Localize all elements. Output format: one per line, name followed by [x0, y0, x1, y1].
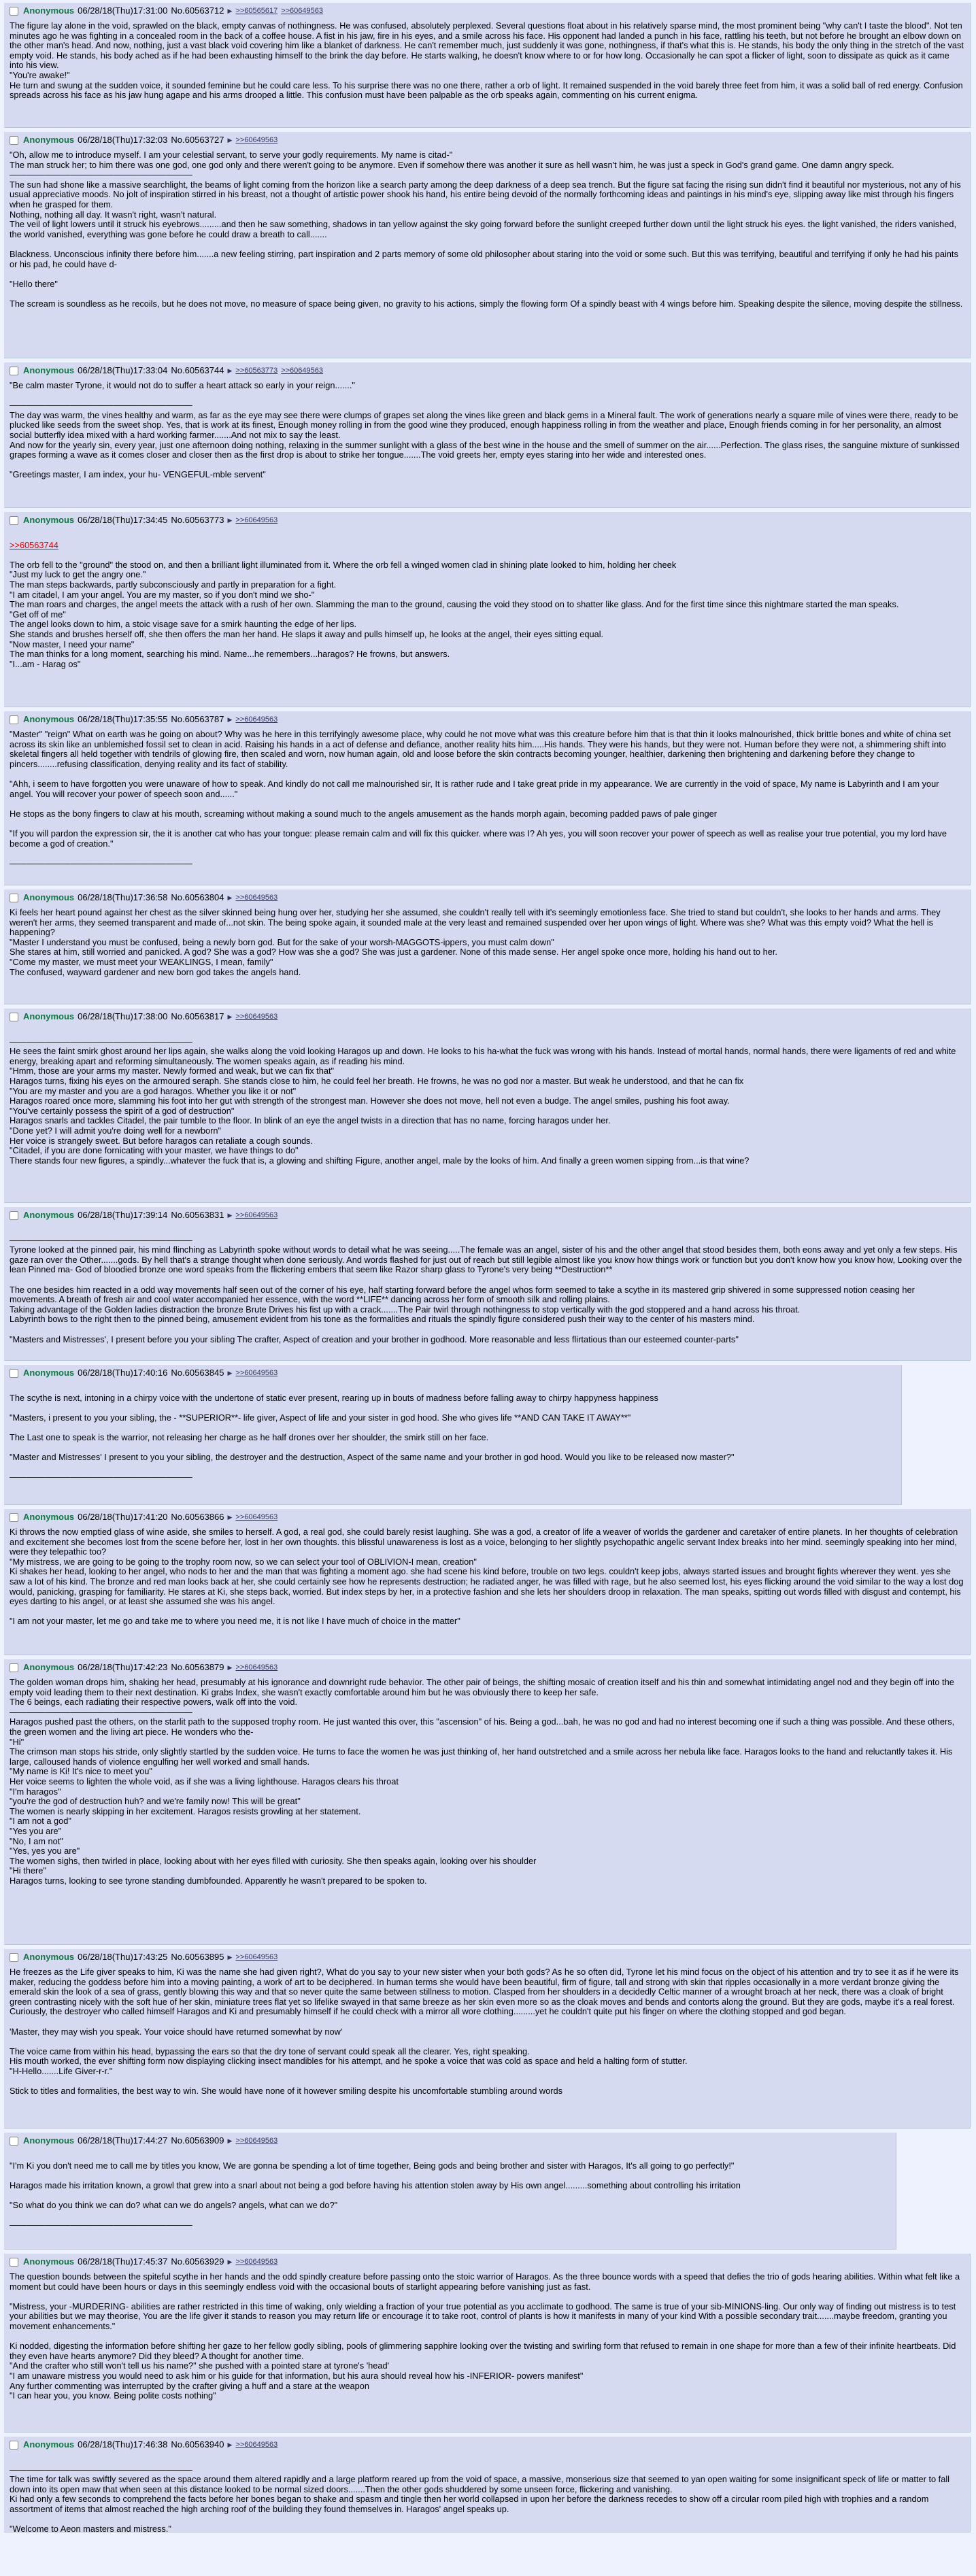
post — [4, 362, 971, 508]
post-line: "Greetings master, I am index, your hu- VENGEFUL-mble servent" — [10, 469, 266, 480]
post-checkbox[interactable] — [10, 2258, 18, 2267]
post-number[interactable]: No.60563817 — [171, 1011, 224, 1021]
post-menu-arrow-icon[interactable]: ▶ — [227, 1954, 233, 1961]
post-line — [10, 799, 964, 809]
post-line — [10, 1463, 896, 1473]
post-line: ————————————————————— — [10, 2464, 192, 2475]
post-number[interactable]: No.60563831 — [171, 1210, 224, 1220]
post-line — [10, 1275, 964, 1285]
post — [4, 3, 971, 128]
backlink[interactable]: >>60565617 — [235, 7, 278, 15]
post-line: "Hi there" — [10, 1865, 46, 1876]
post-line: "you're the god of destruction huh? and we're family now! This will be great" — [10, 1796, 301, 1807]
post-datetime: 06/28/18(Thu)17:44:27 — [78, 2135, 168, 2146]
post-line — [10, 2332, 964, 2342]
post — [4, 1509, 971, 1655]
post-line: Her voice is strangely sweet. But before haragos can retaliate a cough sounds. — [10, 1135, 314, 1146]
post-line: "Masters and Mistresses', I present before you your sibling The crafter, Aspect of creation and your brother in godhood. More reasonable and less flirtatious than our esteemed counter-parts" — [10, 1334, 739, 1344]
post-line: The man steps backwards, partly subconsciously and partly in preparation for a fight. — [10, 579, 337, 590]
post-line — [10, 2017, 964, 2027]
post-header — [10, 1011, 964, 1023]
post-line: "Oh, allow me to introduce myself. I am your celestial servant, to serve your godly requirements. My name is citad-" — [10, 150, 453, 160]
post-line: Ki shakes her head, looking to her angel, who nods to her and the man that was fighting a moment ago. she had scene his kind before, trouble on two legs. couldn't keep jobs, always started issues and brought fights wherever they went. yes she saw a lot of his kind. The bronze and red man looks back at her, she could certainly see how he represents destruction; he radiated anger, he was filled with rage, but he also seemed lost, his eyes flicking around the void similar to the way a lost dog would, panicking, grasping for familiarity. He stares at Ki, she steps back, worried. But index steps by her, in a protective fashion and she lets her shoulders droop in relaxation. The man speaks, spitting out words filled with disgust and contempt, his eyes darting to his angel, or at least she assumed she was his angel. — [10, 1566, 966, 1607]
post-menu-arrow-icon[interactable]: ▶ — [227, 1013, 233, 1020]
post-menu-arrow-icon[interactable]: ▶ — [227, 2137, 233, 2144]
post-line — [10, 2077, 964, 2087]
post-line: ————————————————————— — [10, 169, 192, 180]
post-body — [10, 1678, 964, 1886]
post-header — [10, 134, 964, 146]
post-line: The day was warm, the vines healthy and warm, as far as the eye may see there were clumps of grapes set along the vines like green and black gems in a Mineral fault. The work of generations nearly a square mile of vines were there, ready to be plucked like seeds from the sweet shop. Yes, that is work at its finest, Enough money rolling in from the good wine they produced, enough happiness rolling in from the weather and place, Enough friends coming in for her personality, an almost social butterfly idea mixed with a hard working farmer.......And not mix to say the least. — [10, 409, 961, 440]
post-line: "Yes you are" — [10, 1825, 62, 1836]
poster-name: Anonymous — [23, 892, 75, 902]
post-datetime: 06/28/18(Thu)17:32:03 — [78, 135, 168, 145]
post-menu-arrow-icon[interactable]: ▶ — [227, 517, 233, 524]
post-body — [10, 2455, 964, 2532]
post-menu-arrow-icon[interactable]: ▶ — [227, 2258, 233, 2265]
post — [4, 512, 971, 707]
post-line: "Master" "reign" What on earth was he going on about? Why was he here in this terrifyingly awesome place, why could he not move what was this creature before him that is that thin it looks malnourished, thick brittle bones and white of china set across its skin like an unblemished fossil set to clean in acid. Raising his hands in a act of defense and defiance, another reality hits him.....His hands. They were his hands, but they were not. Human before they were not, a shimmering shift into skeletal fingers all held together with tendrils of glowing fire, then scaled and worn, now human again, old and loose before the skin contracts becoming younger, healthier, darkening then brightening and darkening before they change to pincers........refusing classification, denying reality and its fact of stability. — [10, 729, 954, 769]
post-line: Ki feels her heart pound against her chest as the silver skinned being hung over her, studying her she assumed, she couldn't really tell with it's seemingly emotionless face. She tried to stand but couldn't, she looks to her hands and arms. They weren't her arms, they seemed transparent and made of...not skin. The being spoke again, it sounded male at the very least and remained suspended over her upon wings of light. Where was she? What was this empty void? What the hell is happening? — [10, 907, 943, 938]
post-line: ————————————————————— — [10, 400, 192, 411]
post-line: "I am unaware mistress you would need to ask him or his guide for that information, but his aura should reveal how his -INFERIOR- powers manifest" — [10, 2370, 584, 2381]
post-line: "Just my luck to get the angry one." — [10, 569, 146, 580]
post — [4, 2254, 971, 2433]
backlink[interactable]: >>60649563 — [235, 1211, 278, 1219]
post-header — [10, 2135, 890, 2147]
post-body — [10, 530, 964, 669]
post-line: "You're awake!" — [10, 69, 70, 80]
post-line: "Master I understand you must be confused, being a newly born god. But for the sake of your worsh-MAGGOTS-ippers, you must calm down" — [10, 936, 554, 947]
backlink[interactable]: >>60649563 — [281, 367, 323, 375]
backlink[interactable]: >>60649563 — [235, 136, 278, 144]
poster-name: Anonymous — [23, 1952, 75, 1962]
post-number[interactable]: No.60563895 — [171, 1952, 224, 1962]
post-line: "Hello there" — [10, 278, 58, 289]
post-datetime: 06/28/18(Thu)17:34:45 — [78, 515, 168, 525]
post-header — [10, 1511, 964, 1523]
post-line: "Mistress, your -MURDERING- abilities are rather restricted in this time of waking, only wielding a fraction of your true potential as you acclimate to godhood. The same is true of your sib-MINIONS-ling. Our only way of finding out mistress is to test your abilities but we may theorise, You are the life giver it stands to reason you may return life or encourage it to take root, control of plants is how it manifests in many of your kind With a possible secondary trait.......maybe freedom, granting you movement enhancements." — [10, 2301, 958, 2331]
post-checkbox[interactable] — [10, 1369, 18, 1378]
post-line: The confused, wayward gardener and new born god takes the angels hand. — [10, 966, 301, 977]
post-line: "And the crafter who still won't tell us his name?" she pushed with a pointed stare at tyrone's 'head' — [10, 2360, 390, 2371]
post-line: ————————————————————— — [10, 2220, 192, 2231]
post-datetime: 06/28/18(Thu)17:35:55 — [78, 714, 168, 724]
post-line — [10, 1443, 896, 1453]
post-line: Haragos turns, fixing his eyes on the armoured seraph. She stands close to him, he could feel her breath. He frowns, he was no god nor a master. But weak he understood, and that he can fix — [10, 1075, 744, 1086]
post-line — [10, 1607, 964, 1617]
post-number[interactable]: No.60563712 — [171, 5, 224, 16]
post-checkbox[interactable] — [10, 1013, 18, 1021]
post-line: "You are my master and you are a god haragos. Whether you like it or not" — [10, 1085, 297, 1096]
poster-name: Anonymous — [23, 714, 75, 724]
post-line: The man roars and charges, the angel meets the attack with a rush of her own. Slamming the man to the ground, causing the void they stood on to shatter like glass. And for the first time since this nightmare started the man speaks. — [10, 599, 899, 610]
post-header — [10, 1367, 896, 1379]
post-number[interactable]: No.60563940 — [171, 2439, 224, 2450]
post-line: She stands and brushes herself off, she then offers the man her hand. He slaps it away and pulls himself up, he looks at the angel, their eyes sitting equal. — [10, 628, 604, 639]
poster-name: Anonymous — [23, 2439, 75, 2450]
post-line: The crimson man stops his stride, only slightly startled by the sudden voice. He turns to face the women he was just thinking of, her hand outstretched and a smile across her nebula like face. Haragos looks to the hand and reluctantly takes it. His large, calloused hands of violence engulfing her well worked and small hands. — [10, 1746, 955, 1767]
post-line: "Hmm, those are your arms my master. Newly formed and weak, but we can fix that" — [10, 1066, 335, 1077]
post-line: Ki throws the now emptied glass of wine aside, she smiles to herself. A god, a real god, she could barely resist laughing. She was a god, a creator of life a weaver of worlds the gardener and caretaker of entire planets. In her thoughts of celebration and excitement she becomes lost from the scene before her, lost in her own thoughts. this blissful unawareness is lost as a voice, belonging to her slightly psychopathic angelic servant Index breaks into her mind. seemingly speaking into her mind, were they telepathic too? — [10, 1527, 960, 1557]
post-line — [10, 1423, 896, 1433]
post-line — [10, 2292, 964, 2302]
post-checkbox[interactable] — [10, 516, 18, 525]
poster-name: Anonymous — [23, 1368, 75, 1378]
post-line: Tyrone looked at the pinned pair, his mind flinching as Labyrinth spoke without words to detail what he was seeing.....The female was an angel, sister of his and the other angel that stood besides them, both eons away and yet only a few steps. His gaze ran over the Other.......gods. By hell that's a strange thought when done seriously. And words flashed for just out of reach but still legible almost like you know how things work or function but you don't know how you know how, Looking over the lean Pinned ma- God of bloodied bronze one word speaks from the flickering embers that seem like Razor sharp glass to Tyrone's very being **Destruction** — [10, 1244, 964, 1275]
post-line: She stares at him, still worried and panicked. A god? She was a god? How was she a god? She was just a gardener. None of this made sense. Her angel spoke once more, holding his hand out to her. — [10, 947, 777, 957]
quote-link[interactable]: >>60563744 — [10, 539, 58, 550]
poster-name: Anonymous — [23, 515, 75, 525]
post-line: Ki had only a few seconds to comprehend the facts before her bones began to shake and spasm and tingle then her world collapsed in upon her before the darkness recedes to show off a circular room piled high with trophies and a random assortment of items that almost reached the high arching roof of the building they found themselves in. Haragos' angel speaks up. — [10, 2494, 931, 2514]
post-datetime: 06/28/18(Thu)17:40:16 — [78, 1368, 168, 1378]
post-checkbox[interactable] — [10, 367, 18, 375]
post-line — [10, 2515, 964, 2525]
post-line — [10, 391, 964, 401]
post-line: The golden woman drops him, shaking her head, presumably at his ignorance and downright rude behavior. The other pair of beings, the shifting mosaic of creation itself and his thin and somewhat intimidating angel nod and they begin off into the empty void leading them to their next destination. Ki grabs Index, she wasn't exactly comfortable around him but he was obviously there to keep her safe. — [10, 1677, 957, 1697]
post-line: "So what do you think we can do? what can we do angels? angels, what can we do?" — [10, 2199, 338, 2210]
post-checkbox[interactable] — [10, 1513, 18, 1522]
post — [4, 1009, 971, 1203]
post-datetime: 06/28/18(Thu)17:33:04 — [78, 365, 168, 375]
post-body — [10, 150, 964, 309]
post-line — [10, 460, 964, 471]
post-line: The time for talk was swiftly severed as the space around them altered rapidly and a large platform reared up from the void of space, a massive, monserious size that seemed to yan open waiting for some insignificant speck of life or matter to fall down into its open maw that when seen at this distance looked to be normal sized doors.......Then the other gods shuddered by some unseen force, flickering and vanishing. — [10, 2474, 952, 2494]
post-line: "I am not your master, let me go and take me to where you need me, it is not like I have much of choice in the matter" — [10, 1616, 460, 1627]
post-menu-arrow-icon[interactable]: ▶ — [227, 137, 233, 143]
post-datetime: 06/28/18(Thu)17:31:00 — [78, 5, 168, 16]
post-line: He freezes as the Life giver speaks to him, Ki was the name she had given right?, What do you say to your new sister when your both gods? As he so often did, Tyrone let his mind focus on the object of his attention and try to see it as if he were its maker, reducing the goddess before him into a moving painting, a work of art to be deciphered. In human terms she would have been beautiful, firm of figure, tall and strong with skin that ripples occasionally in a more verdant bronze giving the emerald skin the look of a sea of grass, gently blowing this way and that so never quite the same between stillness to motion. Clasped from her shoulders in a decidedly Celtic manner of a wrought broach at her neck, there was a cloak of bright green contrasting nicely with the soft hue of her skin, miniature trees flat yet so lifelike swayed in that same breeze as her skin even more so as the cloak moves and bends and contorts along the ground. But they are gods, maybe it's a real forest. Curiously, the destroyer who called himself Haragos and Ki and presumably himself if he could check with a mirror all wore clothing.........yet he couldn't quite put his finger on where the clothing stopped and god began. — [10, 1967, 961, 2017]
post-line: "Be calm master Tyrone, it would not do to suffer a heart attack so early in your reign......." — [10, 380, 355, 390]
post-menu-arrow-icon[interactable]: ▶ — [227, 367, 233, 374]
post-number[interactable]: No.60563773 — [171, 515, 224, 525]
post-line — [10, 530, 964, 541]
post-line — [10, 239, 964, 250]
post-line: ————————————————————— — [10, 1234, 192, 1245]
post-line: "No, I am not" — [10, 1835, 63, 1846]
post-body — [10, 21, 964, 101]
post-checkbox[interactable] — [10, 715, 18, 724]
post-header — [10, 514, 964, 526]
post-line: Blackness. Unconscious infinity there before him.......a new feeling stirring, part inspiration and 2 parts memory of some old philosopher about staring into the void or some such. But this was terrifying, beautiful and terrifying if only he had his paints or his pad, he could have d- — [10, 248, 961, 269]
post-checkbox[interactable] — [10, 7, 18, 16]
post-line — [10, 2211, 890, 2221]
post — [4, 1365, 902, 1505]
post — [4, 711, 971, 885]
post-line: "Yes, yes you are" — [10, 1846, 80, 1857]
backlink[interactable]: >>60649563 — [235, 1369, 278, 1377]
poster-name: Anonymous — [23, 1011, 75, 1021]
poster-name: Anonymous — [23, 2135, 75, 2146]
backlink[interactable]: >>60649563 — [235, 894, 278, 902]
post-header — [10, 2256, 964, 2268]
post-number[interactable]: No.60563787 — [171, 714, 224, 724]
backlink[interactable]: >>60649563 — [235, 715, 278, 724]
post-checkbox[interactable] — [10, 2441, 18, 2450]
post-line: The women is nearly skipping in her excitement. Haragos resists growling at her statement. — [10, 1806, 361, 1816]
post-line: The angel looks down to him, a stoic visage save for a smirk haunting the edge of her lips. — [10, 619, 357, 630]
post-number[interactable]: No.60563866 — [171, 1512, 224, 1522]
backlink[interactable]: >>60649563 — [235, 1953, 278, 1961]
post-line: "I can hear you, you know. Being polite costs nothing" — [10, 2390, 216, 2401]
post-number[interactable]: No.60563804 — [171, 892, 224, 902]
post-header — [10, 713, 964, 726]
post-line — [10, 1325, 964, 1335]
post-line: "I...am - Harag os" — [10, 658, 81, 669]
post-header — [10, 1661, 964, 1674]
post-body — [10, 1527, 964, 1627]
post-line — [10, 1403, 896, 1413]
post-line: The figure lay alone in the void, sprawled on the black, empty canvas of nothingness. He was confused, absolutely perplexed. Several questions float about in his relatively sparse mind, the most prominent being "why can't I taste the blood". Not ten minutes ago he was fighting in a concealed room in the back of a coffee house. A fist in his jaw, fire in his eyes, and a smile across his face. His opponent had landed a punch in his face, rattling his teeth, but not before he brought an elbow down on the other man's head. And now, nothing, just a vast black void covering him like a blanket of darkness. He can't remember much, just suddenly it was gone, nothingness, if that's what this is. He stands, his body the only thing in the stretch of the vast empty void. He stands, his body ached as if he had been exhausting himself to the brink the day before. He starts walking, he doesn't know where to or for how long. Occasionally he can spot a flicker of light, soon to dissipate as quick as it came into his view. — [10, 20, 966, 71]
post — [4, 2133, 896, 2250]
post-line — [10, 1225, 964, 1236]
post-checkbox[interactable] — [10, 1953, 18, 1962]
post-line: 'Master, they may wish you speak. Your voice should have returned somewhat by now' — [10, 2026, 343, 2037]
post-line: The man thinks for a long moment, searching his mind. Name...he remembers...haragos? He frowns, but answers. — [10, 649, 450, 660]
post-line: ————————————————————— — [10, 858, 192, 868]
post-number[interactable]: No.60563909 — [171, 2135, 224, 2146]
post-body — [10, 2151, 890, 2231]
post-line: "If you will pardon the expression sir, the it is another cat who has your tongue: please remain calm and will fix this quicker. where was I? Ah yes, you will soon recover your power of speech as well as realise your true potential, you my lord have become a god of creation." — [10, 828, 949, 849]
poster-name: Anonymous — [23, 2256, 75, 2267]
post-line — [10, 2190, 890, 2201]
post-line: The voice came from within his head, bypassing the ears so that the dry tone of servant could speak all the clearer. Yes, right speaking. — [10, 2046, 530, 2056]
post-header — [10, 1951, 964, 1963]
post-body — [10, 908, 964, 977]
post-line: "Come my master, we must meet your WEAKLINGS, I mean, family" — [10, 956, 273, 967]
post-line: Her voice seems to lighten the whole void, as if she was a living lighthouse. Haragos clears his throat — [10, 1776, 399, 1786]
post-menu-arrow-icon[interactable]: ▶ — [227, 7, 233, 14]
post-datetime: 06/28/18(Thu)17:42:23 — [78, 1662, 168, 1672]
post-line: The scythe is next, intoning in a chirpy voice with the undertone of static ever present, rearing up in bouts of madness before falling away to chirpy happyness happiness — [10, 1392, 658, 1403]
poster-name: Anonymous — [23, 365, 75, 375]
post-menu-arrow-icon[interactable]: ▶ — [227, 1664, 233, 1671]
post-checkbox[interactable] — [10, 1211, 18, 1220]
post-line: Haragos roared once more, slamming his foot into her gut with strength of the strongest man. However she does not move, hell not even a budge. The angel smiles, pushing his foot away. — [10, 1096, 730, 1106]
post-line: "Get off of me" — [10, 609, 66, 620]
post-line: "Masters, i present to you your sibling, the - **SUPERIOR**- life giver, Aspect of life and your sister in god hood. She who gives life **AND CAN TAKE IT AWAY**" — [10, 1412, 631, 1423]
post-line: Haragos snarls and tackles Citadel, the pair tumble to the floor. In blink of an eye the angel twists in a direction that has no name, forcing haragos under her. — [10, 1115, 611, 1126]
post-line: "Hi" — [10, 1736, 24, 1747]
post-number[interactable]: No.60563879 — [171, 1662, 224, 1672]
post-line: Haragos turns, looking to see tyrone standing dumbfounded. Apparently he wasn't prepared to be spoken to. — [10, 1875, 427, 1886]
post-line: He turn and swung at the sudden voice, it sounded feminine but he could care less. To his surprise there was no one there, rather a orb of light. It remained suspended in the void barely three feet from him, it was a solid ball of red energy. Confusion spreads across his face as his jaw hung agape and his arms drooped a little. This confusion must have been palpable as the orb speaks again, commenting on his current enigma. — [10, 80, 966, 101]
post-line: "Citadel, if you are done fornicating with your master, we have things to do" — [10, 1145, 299, 1156]
post-datetime: 06/28/18(Thu)17:39:14 — [78, 1210, 168, 1220]
post-line: His mouth worked, the ever shifting form now displaying clicking insect mandibles for his attempt, and he spoke a voice that was cold as space and held a halting form of stutter. — [10, 2056, 688, 2067]
post-line — [10, 2037, 964, 2047]
post-header — [10, 1209, 964, 1221]
post-line: "Now master, I need your name" — [10, 639, 135, 649]
post-line: "Done yet? I will admit you're doing well for a newborn" — [10, 1125, 221, 1136]
post-line: The question bounds between the spiteful scythe in her hands and the odd spindly creature before passing onto the stoic warrior of Haragos. As the three bounce words with a speed that defies the trio of gods hearing abilities. Within what felt like a moment but could have been hours or days in this seemingly endless void with the occasional bouts of starlight appearing before vanishing just as fast. — [10, 2271, 962, 2292]
post-line: Ki nodded, digesting the information before shifting her gaze to her fellow godly sibling, pools of glimmering sapphire looking over the twisting and swirling form that refused to remain in one shape for more than a few of their infinite heartbeats. Did they even have hearts anymore? Did they bleed? A thought for another time. — [10, 2341, 958, 2361]
post-line: Stick to titles and formalities, the best way to win. She would have none of it however smiling despite his uncomfortable stumbling around words — [10, 2086, 563, 2097]
post-body — [10, 1027, 964, 1166]
post-header — [10, 5, 964, 17]
post-line — [10, 769, 964, 779]
post-line — [10, 819, 964, 829]
post-datetime: 06/28/18(Thu)17:41:20 — [78, 1512, 168, 1522]
backlink[interactable]: >>60649563 — [235, 516, 278, 524]
post-line: The Last one to speak is the warrior, not releasing her charge as he half drones over her shoulder, the smirk still on her face. — [10, 1431, 489, 1442]
post-number[interactable]: No.60563744 — [171, 365, 224, 375]
post-line: "H-Hello.......Life Giver-r-r." — [10, 2065, 113, 2076]
post-number[interactable]: No.60563845 — [171, 1368, 224, 1378]
post-line: And now for the yearly sin, every year, just one afternoon doing nothing, relaxing in the summer sunlight with a glass of the best wine in the house and the smell of summer on the air......Perfection. The glass rises, the sanguine mixture of sunkissed grapes forming a wave as it comes closer and closer then as the first drop is about to strike her tongue.......The void greets her, empty eyes staring into her wide and interested ones. — [10, 439, 962, 460]
poster-name: Anonymous — [23, 1662, 75, 1672]
backlink[interactable]: >>60649563 — [235, 2258, 278, 2266]
post-line: "I'm Ki you don't need me to call me by titles you know, We are gonna be spending a lot of time together, Being gods and being brother and sister with Haragos, It's all going to go perfectly!" — [10, 2160, 735, 2171]
post-line: The man struck her; to him there was one god, one god only and there weren't going to be anymore. Even if somehow there was another it sure as hell wasn't him, he was just a speck in God's grand game. One damn angry speck. — [10, 159, 894, 170]
post-line: He sees the faint smirk ghost around her lips again, she walks along the void looking Haragos up and down. He looks to his ha-what the fuck was wrong with his hands. Instead of mortal hands, normal hands, there were ligaments of red and white energy, breaking apart and reforming simultaneously. The women speaks again, as if reading his mind. — [10, 1046, 958, 1066]
post — [4, 889, 971, 1004]
post-checkbox[interactable] — [10, 2137, 18, 2146]
backlink[interactable]: >>60649563 — [235, 1013, 278, 1021]
backlink[interactable]: >>60649563 — [235, 2441, 278, 2449]
poster-name: Anonymous — [23, 1210, 75, 1220]
post-number[interactable]: No.60563727 — [171, 135, 224, 145]
post-line — [10, 1383, 896, 1393]
post — [4, 1207, 971, 1361]
post-line — [10, 550, 964, 560]
post — [4, 1659, 971, 1945]
post-datetime: 06/28/18(Thu)17:43:25 — [78, 1952, 168, 1962]
post-line: "Master and Mistresses' I present to you your sibling, the destroyer and the destruction, Aspect of the same name and your brother in god hood. Would you like to be released now master?" — [10, 1452, 735, 1463]
post-menu-arrow-icon[interactable]: ▶ — [227, 2441, 233, 2448]
backlink[interactable]: >>60649563 — [235, 1663, 278, 1672]
post-body — [10, 2272, 964, 2401]
post-line: "Ahh, i seem to have forgotten you were unaware of how to speak. And kindly do not call me malnourished sir, It is rather rude and I take great pride in my appearance. We are currently in the void of space, My name is Labyrinth and I am your angel. You will recover your power of speech soon and......" — [10, 778, 942, 799]
poster-name: Anonymous — [23, 1512, 75, 1522]
post-line: Haragos pushed past the others, on the starlit path to the supposed trophy room. He just wanted this over, this "ascension" of his. Being a god...bah, he was no god and had no interest becoming one if such a thing was possible. And these others, the green women and the living art piece. He wonders who the- — [10, 1716, 957, 1737]
post-line: "I'm haragos" — [10, 1786, 61, 1797]
backlink[interactable]: >>60649563 — [235, 2137, 278, 2145]
post-datetime: 06/28/18(Thu)17:38:00 — [78, 1011, 168, 1021]
post-header — [10, 892, 964, 904]
post-line: Labyrinth bows to the right then to the pinned being, amusement evident from his tone as the formalities and rituals the spindly figure considered push their way to the center of his masters mind. — [10, 1314, 755, 1325]
post-line: The women sighs, then twirled in place, looking about with her eyes filled with curiosity. She then speaks again, looking over his shoulder — [10, 1855, 537, 1866]
post-body — [10, 1967, 964, 2097]
post-line: Taking advantage of the Golden ladies distraction the bronze Brute Drives his fist up with a crack.......The Pair twirl through nothingness to stop vertically with the god stoppered and a hand across his throat. — [10, 1304, 801, 1315]
post-line — [10, 269, 964, 279]
post-datetime: 06/28/18(Thu)17:45:37 — [78, 2256, 168, 2267]
post-line — [10, 289, 964, 299]
post-line: The veil of light lowers until it struck his eyebrows.........and then he saw something, shadows in tan yellow against the sky going forward before the sunlight creeped further down until the light struck his eyes. the light vanished, the riders vanished, the world vanished, everything was gone before he could draw a breath to call....... — [10, 219, 959, 239]
post-body — [10, 1383, 896, 1482]
post-body — [10, 381, 964, 480]
post-header — [10, 365, 964, 377]
poster-name: Anonymous — [23, 135, 75, 145]
post-line: The 6 beings, each radiating their respective powers, walk off into the void. — [10, 1697, 298, 1708]
post-line: "Welcome to Aeon masters and mistress." — [10, 2524, 171, 2532]
post-line: He stops as the bony fingers to claw at his mouth, screaming without making a sound much to the angels amusement as the hands morph again, becoming padded paws of pale ginger — [10, 808, 717, 819]
post-line: "I am citadel, I am your angel. You are my master, so if you don't mind we sho-" — [10, 589, 315, 600]
post-menu-arrow-icon[interactable]: ▶ — [227, 1370, 233, 1376]
post-line: There stands four new figures, a spindly...whatever the fuck that is, a glowing and shifting Figure, another angel, male by the looks of him. And finally a green women sipping from...is that wine? — [10, 1155, 750, 1166]
post-line — [10, 1027, 964, 1037]
post-number[interactable]: No.60563929 — [171, 2256, 224, 2267]
post-checkbox[interactable] — [10, 894, 18, 902]
post-menu-arrow-icon[interactable]: ▶ — [227, 894, 233, 901]
backlink[interactable]: >>60563773 — [235, 367, 278, 375]
post-checkbox[interactable] — [10, 1663, 18, 1672]
post-line — [10, 849, 964, 859]
post-line: Nothing, nothing all day. It wasn't right, wasn't natural. — [10, 209, 217, 220]
post — [4, 2437, 971, 2532]
post-line: "I am not a god" — [10, 1816, 71, 1827]
post-datetime: 06/28/18(Thu)17:46:38 — [78, 2439, 168, 2450]
post-line: Haragos made his irritation known, a growl that grew into a snarl about not being a god before having his attention stolen away by His own angel.........something about controlling his irritation — [10, 2180, 741, 2190]
post-line: The scream is soundless as he recoils, but he does not move, no measure of space being given, no gravity to his actions, simply the flowing form Of a spindly beast with 4 wings before him. Speaking despite the silence, moving despite the stillness. — [10, 298, 963, 309]
post-line: "My mistress, we are going to be going to the trophy room now, so we can select your tool of OBLIVION-I mean, creation" — [10, 1556, 477, 1567]
post — [4, 1949, 971, 2129]
post-menu-arrow-icon[interactable]: ▶ — [227, 716, 233, 723]
post-line — [10, 2151, 890, 2161]
post-header — [10, 2439, 964, 2451]
post-line: ————————————————————— — [10, 1706, 192, 1717]
post-body — [10, 1225, 964, 1344]
post-body — [10, 730, 964, 868]
post-line: The orb fell to the "ground" the stood on, and then a brilliant light illuminated from it. Where the orb fell a winged women clad in shining plate looked to him, holding her cheek — [10, 559, 677, 570]
post-menu-arrow-icon[interactable]: ▶ — [227, 1212, 233, 1219]
post-line: "You've certainly possess the spirit of a god of destruction" — [10, 1105, 235, 1116]
post-line: The one besides him reacted in a odd way movements half seen out of the corner of his eye, half starting forward before the angel whos form seemed to take a scythe in its mastered grip shivered in some suppressed notion ceasing her movements. A breath of fresh air and cool water accompanied her essence, with the word **LIFE** dancing across her form of smooth silk and rolling plains. — [10, 1284, 918, 1305]
post-line: Any further commenting was interrupted by the crafter giving a huff and a stare at the weapon — [10, 2380, 370, 2391]
post-checkbox[interactable] — [10, 136, 18, 145]
post-menu-arrow-icon[interactable]: ▶ — [227, 1514, 233, 1521]
backlink[interactable]: >>60649563 — [235, 1513, 278, 1521]
post — [4, 132, 971, 358]
post-line: ————————————————————— — [10, 1036, 192, 1047]
post-line: ————————————————————— — [10, 1472, 192, 1482]
post-line: "My name is Ki! It's nice to meet you" — [10, 1766, 152, 1777]
post-datetime: 06/28/18(Thu)17:36:58 — [78, 892, 168, 902]
post-line — [10, 2455, 964, 2465]
backlink[interactable]: >>60649563 — [281, 7, 323, 15]
post-line: The sun had shone like a massive searchlight, the beams of light coming from the horizon like a search party among the deep darkness of a deep sea trench. But the figure sat facing the rising sun didn't find it beautiful nor mysterious, not any of his usual appreciative moods. No jolt of inspiration stirred in his breast, not a thought of artistic power shook his hand, his entire being devoid of the normally forthcoming ideas and paintings in his mind's eye, slipping away like mist through his fingers when he grasped for them. — [10, 179, 964, 209]
post-line — [10, 2171, 890, 2181]
poster-name: Anonymous — [23, 5, 75, 16]
